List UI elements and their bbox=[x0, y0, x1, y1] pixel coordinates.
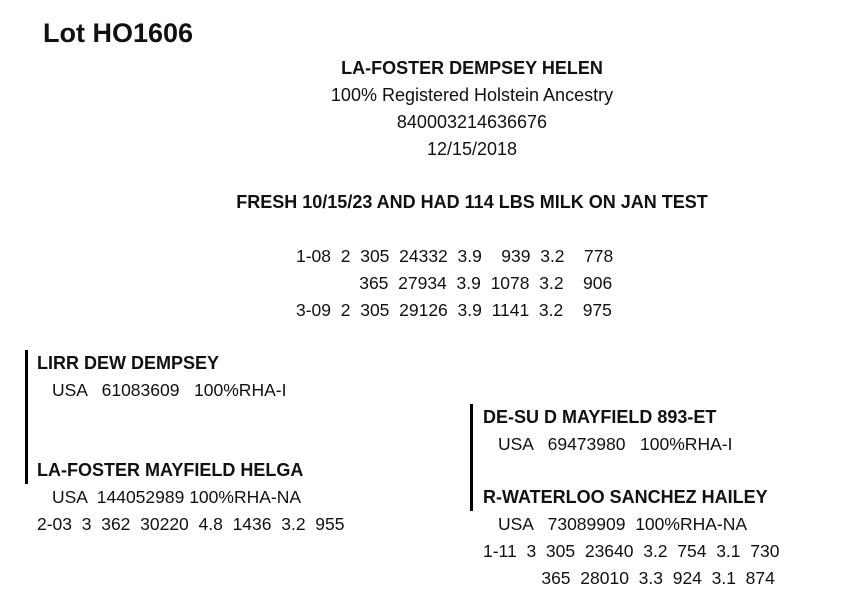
dam-sire-registration: USA 69473980 100%RHA-I bbox=[498, 434, 733, 454]
pedigree-bracket bbox=[25, 350, 28, 484]
dam-dam-record: 365 28010 3.3 924 3.1 874 bbox=[483, 568, 775, 588]
headline: FRESH 10/15/23 AND HAD 114 LBS MILK ON JAN TEST bbox=[236, 192, 708, 212]
dam-registration: USA 144052989 100%RHA-NA bbox=[52, 487, 302, 507]
animal-name: LA-FOSTER DEMPSEY HELEN bbox=[341, 58, 603, 78]
dam-dam-record: 1-11 3 305 23640 3.2 754 3.1 730 bbox=[483, 541, 780, 561]
dam-name: LA-FOSTER MAYFIELD HELGA bbox=[37, 460, 304, 480]
dam-pedigree-bracket bbox=[470, 404, 473, 511]
lot-number: Lot HO1606 bbox=[43, 18, 194, 48]
sire-name: LIRR DEW DEMPSEY bbox=[37, 353, 220, 373]
dam-dam-registration: USA 73089909 100%RHA-NA bbox=[498, 514, 748, 534]
dam-record: 2-03 3 362 30220 4.8 1436 3.2 955 bbox=[37, 514, 345, 534]
production-record: 365 27934 3.9 1078 3.2 906 bbox=[296, 273, 613, 293]
dam-sire-name: DE-SU D MAYFIELD 893-ET bbox=[483, 407, 717, 427]
production-record: 1-08 2 305 24332 3.9 939 3.2 778 bbox=[296, 246, 614, 266]
production-record: 3-09 2 305 29126 3.9 1141 3.2 975 bbox=[296, 300, 612, 320]
animal-ancestry: 100% Registered Holstein Ancestry bbox=[330, 85, 614, 105]
dam-dam-name: R-WATERLOO SANCHEZ HAILEY bbox=[483, 487, 768, 507]
sire-registration: USA 61083609 100%RHA-I bbox=[52, 380, 287, 400]
animal-id: 840003214636676 bbox=[396, 112, 548, 132]
animal-birth-date: 12/15/2018 bbox=[426, 139, 518, 159]
